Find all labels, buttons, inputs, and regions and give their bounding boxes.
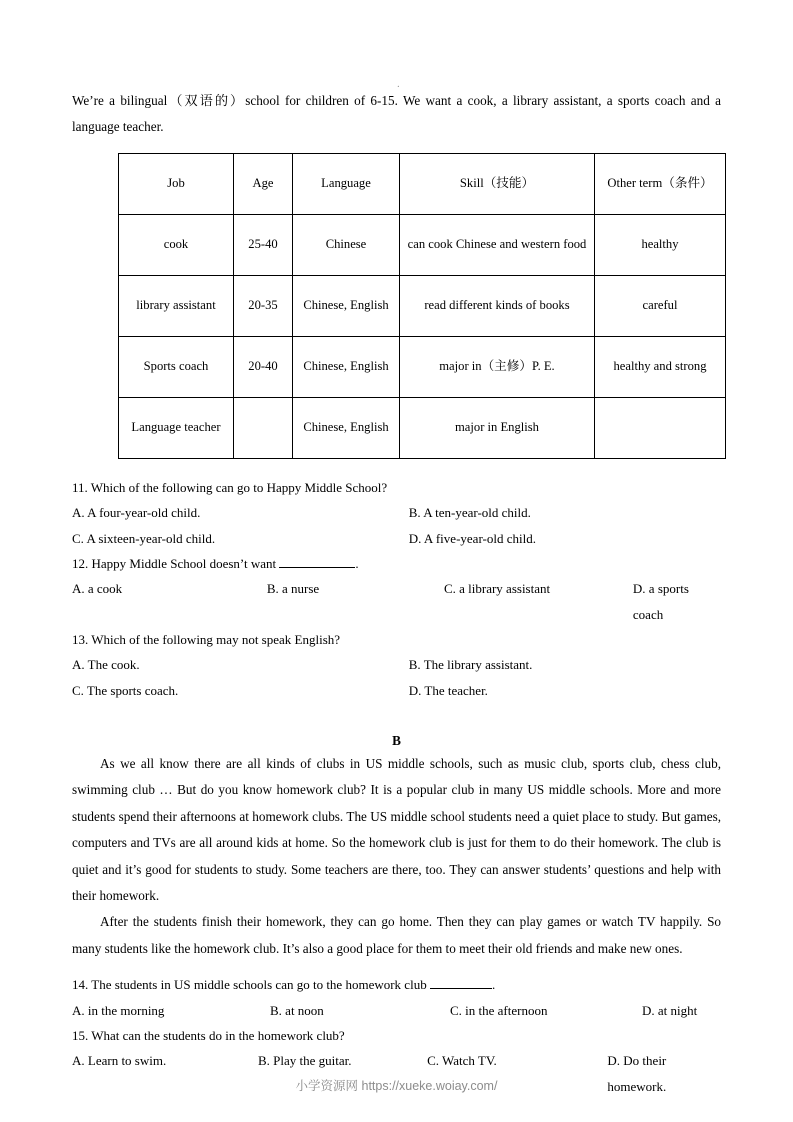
cell-age bbox=[234, 397, 293, 458]
question-14-options-row bbox=[72, 998, 721, 1023]
cell-language: Chinese, English bbox=[293, 397, 400, 458]
option-11-d[interactable]: D. A five-year-old child. bbox=[408, 530, 536, 546]
option-15-d[interactable]: D. Do their homework. bbox=[607, 1053, 667, 1094]
table-row bbox=[119, 214, 726, 275]
table-header-row bbox=[119, 153, 726, 214]
option-15-b[interactable]: B. Play the guitar. bbox=[257, 1053, 352, 1069]
question-12-stem-text: 12. Happy Middle School doesn’t want bbox=[72, 555, 280, 571]
question-14-stem-text: 14. The students in US middle schools can go to the homework club bbox=[72, 977, 430, 993]
question-12-stem-end: . bbox=[355, 555, 359, 571]
option-13-d[interactable]: D. The teacher. bbox=[408, 682, 488, 698]
question-11-options-row-2 bbox=[72, 526, 721, 551]
cell-skill: can cook Chinese and western food bbox=[400, 214, 595, 275]
option-15-a[interactable]: A. Learn to swim. bbox=[72, 1053, 167, 1069]
cell-other: healthy and strong bbox=[595, 336, 726, 397]
option-14-d[interactable]: D. at night bbox=[642, 1002, 698, 1018]
cell-other bbox=[595, 397, 726, 458]
cell-age: 25-40 bbox=[234, 214, 293, 275]
option-13-a[interactable]: A. The cook. bbox=[72, 657, 140, 673]
section-b-paragraph-2: After the students finish their homework, they can go home. Then they can play games or watch TV happily. So many students like the homework club. It’s also a good place for them to meet their old friends and make new ones. bbox=[72, 914, 721, 956]
table-header-job: Job bbox=[119, 153, 234, 214]
cell-age: 20-35 bbox=[234, 275, 293, 336]
page-mark: . bbox=[397, 78, 400, 90]
table-row bbox=[119, 397, 726, 458]
question-11-options-row-1 bbox=[72, 500, 721, 525]
cell-job: Language teacher bbox=[119, 397, 234, 458]
cell-skill: major in（主修）P. E. bbox=[400, 336, 595, 397]
option-11-a[interactable]: A. A four-year-old child. bbox=[72, 505, 201, 521]
table-header-other-term: Other term（条件） bbox=[595, 153, 726, 214]
job-requirements-table bbox=[118, 153, 726, 459]
option-14-b[interactable]: B. at noon bbox=[270, 1002, 324, 1018]
answer-blank[interactable] bbox=[430, 988, 492, 989]
option-14-c[interactable]: C. in the afternoon bbox=[450, 1002, 548, 1018]
section-b-label: B bbox=[392, 732, 401, 748]
cell-job: cook bbox=[119, 214, 234, 275]
question-14-stem-end: . bbox=[491, 977, 496, 993]
cell-job: Sports coach bbox=[119, 336, 234, 397]
option-12-c[interactable]: C. a library assistant bbox=[443, 581, 551, 597]
option-12-d[interactable]: D. a sports coach bbox=[632, 581, 689, 622]
question-13 bbox=[72, 627, 721, 703]
option-15-c[interactable]: C. Watch TV. bbox=[427, 1053, 497, 1069]
option-13-c[interactable]: C. The sports coach. bbox=[72, 682, 179, 698]
option-11-c[interactable]: C. A sixteen-year-old child. bbox=[72, 530, 216, 546]
cell-language: Chinese, English bbox=[293, 336, 400, 397]
question-13-stem: 13. Which of the following may not speak English? bbox=[72, 631, 341, 647]
table-row bbox=[119, 336, 726, 397]
option-11-b[interactable]: B. A ten-year-old child. bbox=[408, 505, 531, 521]
question-13-options-row-1 bbox=[72, 652, 721, 677]
cell-language: Chinese, English bbox=[293, 275, 400, 336]
cell-skill: read different kinds of books bbox=[400, 275, 595, 336]
question-11 bbox=[72, 475, 721, 551]
question-14 bbox=[72, 972, 721, 1023]
question-11-stem: 11. Which of the following can go to Happy Middle School? bbox=[72, 479, 388, 495]
table-header-skill: Skill（技能） bbox=[400, 153, 595, 214]
question-14-stem bbox=[72, 972, 721, 997]
option-12-a[interactable]: A. a cook bbox=[72, 581, 123, 597]
table-row bbox=[119, 275, 726, 336]
question-12-stem bbox=[72, 551, 721, 576]
cell-other: healthy bbox=[595, 214, 726, 275]
answer-blank[interactable] bbox=[279, 567, 355, 568]
cell-other: careful bbox=[595, 275, 726, 336]
section-b-paragraph-1: As we all know there are all kinds of clubs in US middle schools, such as music club, sports club, chess club, swimming club … But do you know homework club? It is a popular club in many US middle schools. More and more students spend their afternoons at homework clubs. The US middle school students need a quiet place to study. But games, computers and TVs are all around kids at home. So the homework club is just for them to do their homework. The club is quiet and it’s good for students to study. Some teachers are there, too. They can answer students’ questions and help with their homework. bbox=[72, 755, 721, 903]
question-15-stem: 15. What can the students do in the homework club? bbox=[72, 1027, 345, 1043]
cell-skill: major in English bbox=[400, 397, 595, 458]
option-13-b[interactable]: B. The library assistant. bbox=[408, 657, 533, 673]
cell-job: library assistant bbox=[119, 275, 234, 336]
option-14-a[interactable]: A. in the morning bbox=[72, 1002, 165, 1018]
cell-language: Chinese bbox=[293, 214, 400, 275]
table-header-age: Age bbox=[234, 153, 293, 214]
option-12-b[interactable]: B. a nurse bbox=[266, 581, 320, 597]
cell-age: 20-40 bbox=[234, 336, 293, 397]
footer-watermark: 小学资源网 https://xueke.woiay.com/ bbox=[295, 1079, 498, 1093]
question-12 bbox=[72, 551, 721, 627]
question-13-options-row-2 bbox=[72, 678, 721, 703]
table-header-language: Language bbox=[293, 153, 400, 214]
question-12-options-row bbox=[72, 576, 721, 627]
intro-paragraph: We’re a bilingual（双语的）school for children of 6-15. We want a cook, a library assistant, a sports coach and a language teacher. bbox=[72, 93, 721, 135]
